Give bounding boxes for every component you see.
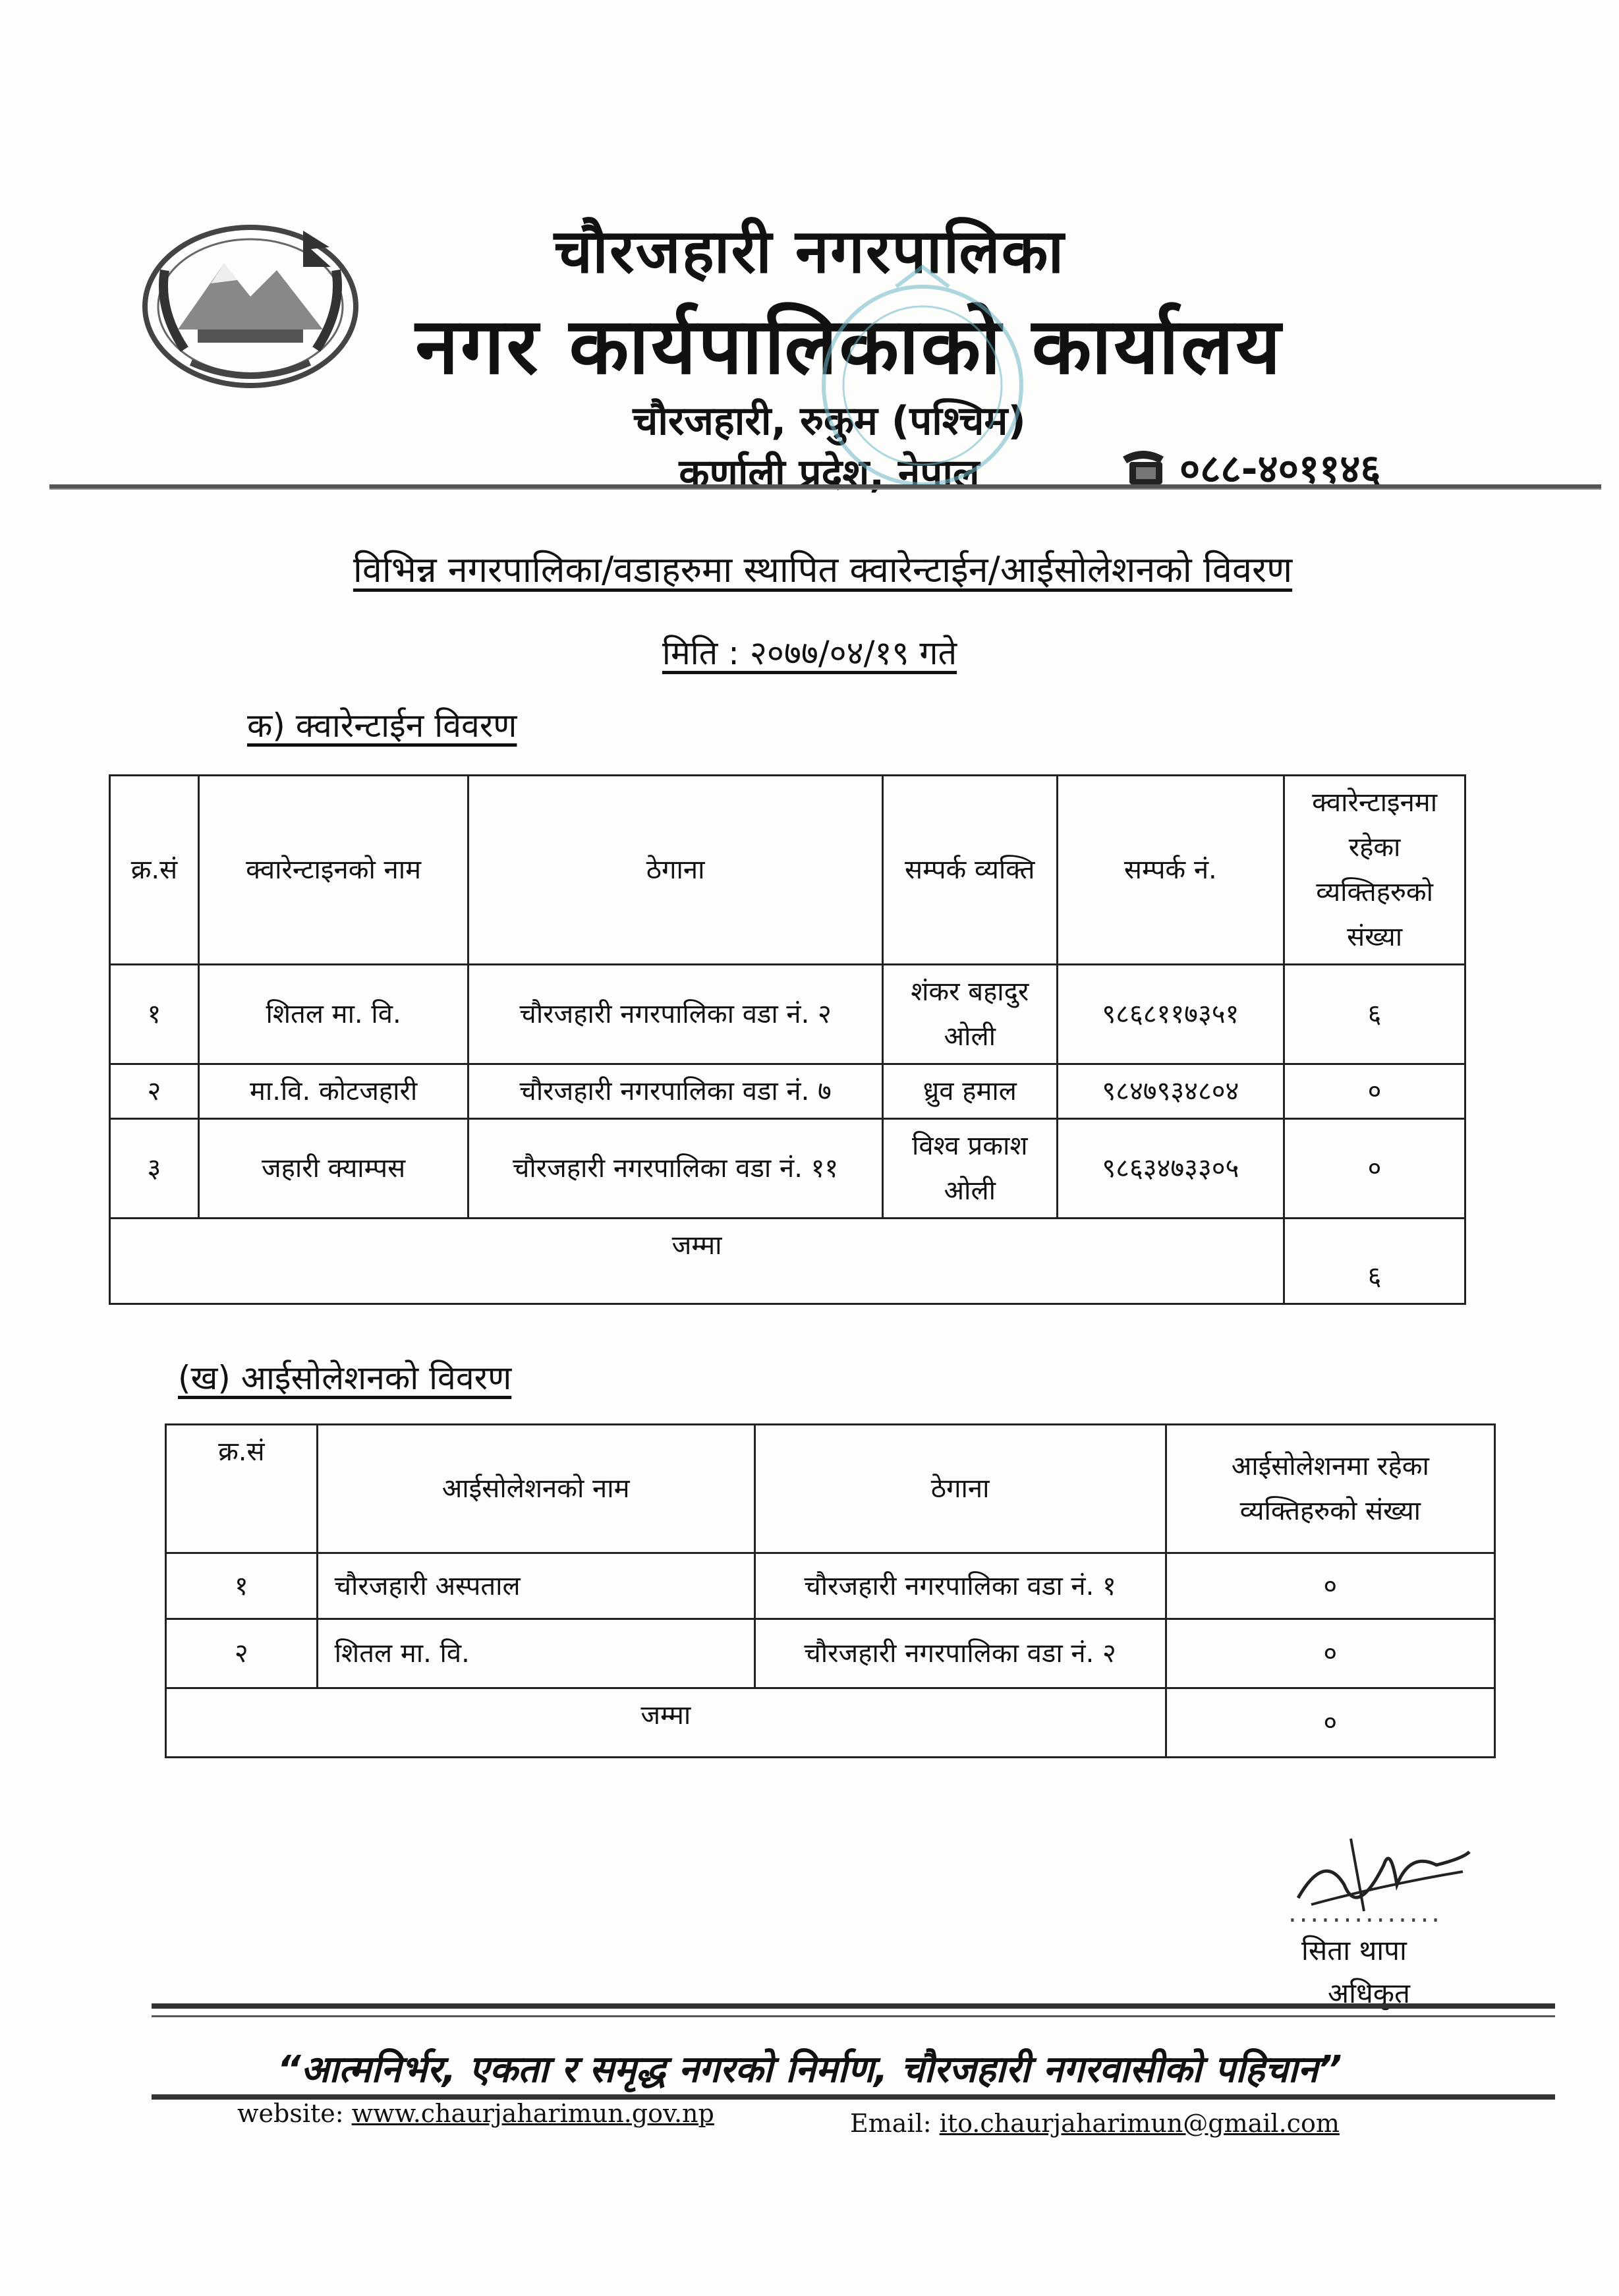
column-header: सम्पर्क नं.	[1057, 776, 1284, 965]
column-header: क्र.सं	[110, 776, 199, 965]
document-title: विभिन्न नगरपालिका/वडाहरुमा स्थापित क्वारेन्टाईन/आईसोलेशनको विवरण	[353, 549, 1293, 590]
total-row	[110, 1219, 1465, 1304]
column-header: ठेगाना	[469, 776, 883, 965]
serial-cell: १	[110, 965, 199, 1064]
table-row	[166, 1553, 1495, 1619]
serial-cell: २	[110, 1064, 199, 1119]
name-cell: शितल मा. वि.	[317, 1619, 754, 1688]
phone-cell: ९८६३४७३३०५	[1057, 1119, 1284, 1219]
total-value: ६	[1284, 1219, 1465, 1304]
table-row	[110, 1064, 1465, 1119]
name-cell: जहारी क्याम्पस	[198, 1119, 468, 1219]
header-divider	[49, 484, 1601, 490]
isolation-heading: (ख) आईसोलेशनको विवरण	[178, 1359, 512, 1397]
phone-cell: ९८४७९३४८०४	[1057, 1064, 1284, 1119]
serial-cell: १	[166, 1553, 318, 1619]
name-cell: चौरजहारी अस्पताल	[317, 1553, 754, 1619]
isolation-table	[165, 1423, 1496, 1758]
footer-email	[850, 2109, 1340, 2138]
column-header: सम्पर्क व्यक्ति	[882, 776, 1057, 965]
website-link[interactable]: www.chaurjaharimun.gov.np	[351, 2099, 714, 2128]
footer-motto: “आत्मनिर्भर, एकता र समृद्ध नगरको निर्माण, चौरजहारी नगरवासीको पहिचान”	[277, 2048, 1342, 2091]
column-header: क्र.सं	[166, 1425, 318, 1553]
table-row	[110, 965, 1465, 1064]
office-stamp	[810, 260, 1035, 498]
signature-line: ..............	[1288, 1898, 1443, 1928]
table-header-row	[110, 776, 1465, 965]
total-label: जम्मा	[166, 1688, 1166, 1758]
total-row	[166, 1688, 1495, 1758]
address-cell: चौरजहारी नगरपालिका वडा नं. २	[469, 965, 883, 1064]
phone-cell: ९८६८११७३५१	[1057, 965, 1284, 1064]
contact-cell: विश्व प्रकाश ओली	[882, 1119, 1057, 1219]
count-cell: ०	[1284, 1119, 1465, 1219]
footer-divider	[152, 2015, 1555, 2017]
municipality-name: चौरजहारी नगरपालिका	[554, 216, 1065, 287]
email-label: Email:	[850, 2109, 932, 2138]
column-header: आईसोलेशनको नाम	[317, 1425, 754, 1553]
table-row	[166, 1619, 1495, 1688]
total-label: जम्मा	[110, 1219, 1284, 1304]
signatory-name: सिता थापा	[1301, 1934, 1407, 1966]
footer-website	[237, 2099, 714, 2128]
document-date: मिति : २०७७/०४/१९ गते	[662, 634, 957, 672]
footer-divider	[152, 2003, 1555, 2009]
table-header-row	[166, 1425, 1495, 1553]
name-cell: शितल मा. वि.	[198, 965, 468, 1064]
quarantine-table	[109, 774, 1466, 1305]
address-cell: चौरजहारी नगरपालिका वडा नं. १	[754, 1553, 1166, 1619]
serial-cell: ३	[110, 1119, 199, 1219]
address-cell: चौरजहारी नगरपालिका वडा नं. २	[754, 1619, 1166, 1688]
count-cell: ०	[1284, 1064, 1465, 1119]
address-cell: चौरजहारी नगरपालिका वडा नं. ७	[469, 1064, 883, 1119]
column-header: आईसोलेशनमा रहेका व्यक्तिहरुको संख्या	[1166, 1425, 1494, 1553]
name-cell: मा.वि. कोटजहारी	[198, 1064, 468, 1119]
phone-number: ०८८-४०११४६	[1179, 446, 1381, 492]
table-row	[110, 1119, 1465, 1219]
count-cell: ०	[1166, 1553, 1494, 1619]
website-label: website:	[237, 2099, 344, 2128]
column-header: क्वारेन्टाइनको नाम	[198, 776, 468, 965]
telephone-icon	[1120, 447, 1166, 487]
office-name: नगर कार्यपालिकाको कार्यालय	[415, 301, 1283, 391]
signatory-title: अधिकृत	[1328, 1977, 1410, 2009]
address-cell: चौरजहारी नगरपालिका वडा नं. ११	[469, 1119, 883, 1219]
quarantine-heading: क) क्वारेन्टाईन विवरण	[247, 706, 517, 745]
count-cell: ०	[1166, 1619, 1494, 1688]
total-value: ०	[1166, 1688, 1494, 1758]
office-location: चौरजहारी, रुकुम (पश्चिम)	[633, 398, 1026, 444]
serial-cell: २	[166, 1619, 318, 1688]
email-link[interactable]: ito.chaurjaharimun@gmail.com	[939, 2109, 1340, 2138]
contact-cell: ध्रुव हमाल	[882, 1064, 1057, 1119]
column-header: क्वारेन्टाइनमा रहेका व्यक्तिहरुको संख्या	[1284, 776, 1465, 965]
office-province: कर्णाली प्रदेश, नेपाल	[679, 451, 980, 497]
contact-cell: शंकर बहादुर ओली	[882, 965, 1057, 1064]
count-cell: ६	[1284, 965, 1465, 1064]
column-header: ठेगाना	[754, 1425, 1166, 1553]
